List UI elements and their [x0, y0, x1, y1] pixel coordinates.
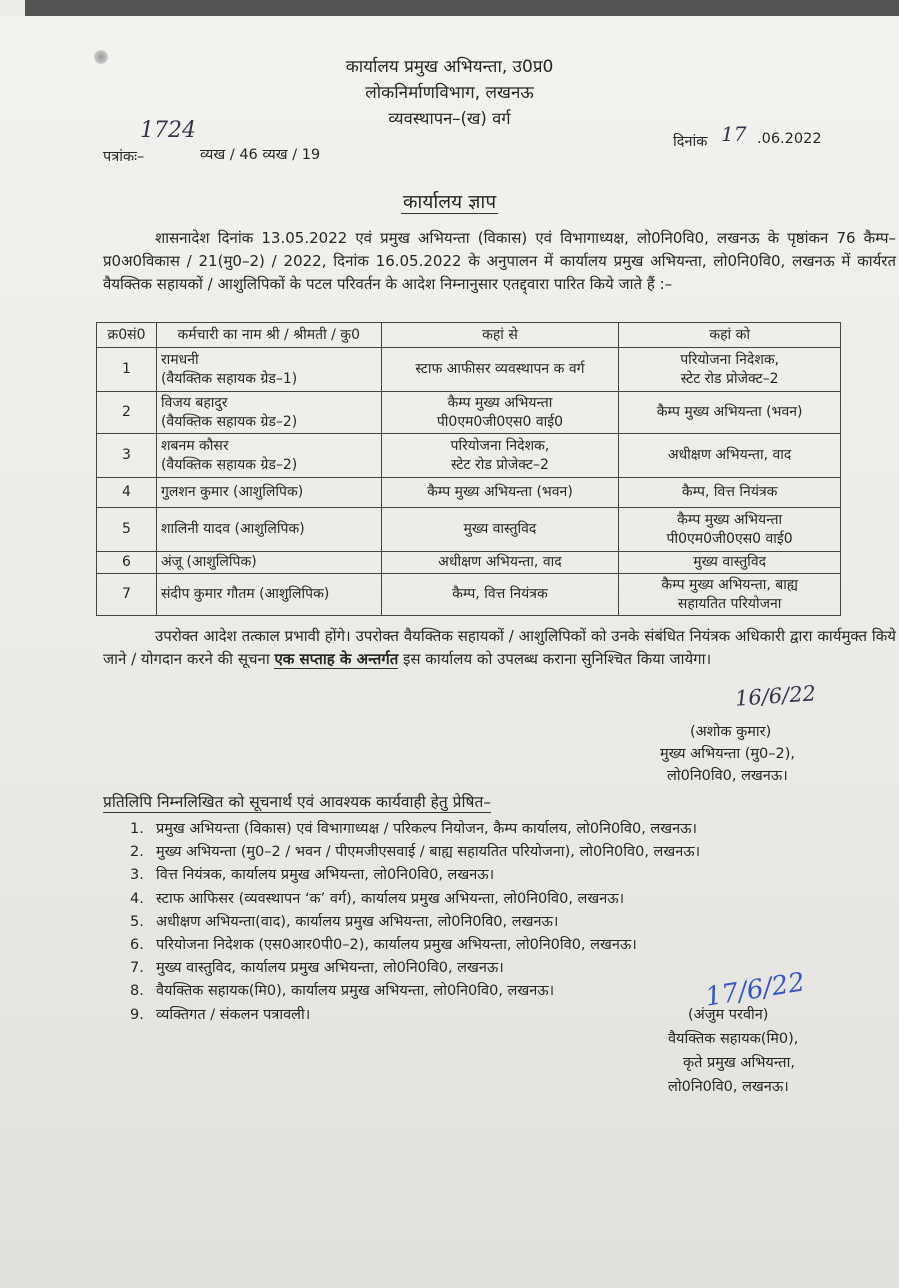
list-item-text: मुख्य अभियन्ता (मु0–2 / भवन / पीएमजीएसवाई / बाह्य सहायतित परियोजना), लो0नि0वि0, लखनऊ। — [156, 844, 701, 861]
office-name: कार्यालय प्रमुख अभियन्ता, उ0प्र0 — [345, 57, 554, 77]
list-item-number: 8. — [130, 983, 144, 1000]
table-row — [97, 552, 841, 574]
signatory-2-office: लो0नि0वि0, लखनऊ। — [668, 1079, 789, 1095]
list-item-text: व्यक्तिगत / संकलन पत्रावली। — [156, 1006, 311, 1023]
row-to — [619, 508, 841, 552]
to-line: मुख्य वास्तुविद — [693, 554, 767, 570]
row-from — [381, 552, 619, 574]
table-header-row — [97, 323, 841, 348]
table-row — [97, 574, 841, 616]
row-from — [381, 508, 619, 552]
employee-name: अंजू (आशुलिपिक) — [160, 554, 257, 570]
order-text-2: इस कार्यालय को उपलब्ध कराना सुनिश्चित किया जायेगा। — [398, 650, 712, 668]
scan-edge — [25, 0, 899, 16]
employee-name: रामधनी — [160, 351, 199, 368]
date-printed: .06.2022 — [757, 131, 822, 147]
from-line: स्टेट रोड प्रोजेक्ट–2 — [450, 456, 549, 473]
employee-name: विजय बहादुर — [160, 394, 228, 411]
from-line: कैम्प मुख्य अभियन्ता (भवन) — [427, 484, 573, 500]
copy-heading: प्रतिलिपि निम्नलिखित को सूचनार्थ एवं आवश्यक कार्यवाही हेतु प्रेषित– — [103, 790, 491, 813]
signatory-2-name: (अंजुम परवीन) — [688, 1007, 769, 1023]
from-line: अधीक्षण अभियन्ता, वाद — [438, 554, 562, 570]
ref-number-handwritten: 1724 — [140, 118, 196, 143]
list-item-number: 1. — [130, 821, 144, 837]
row-to — [619, 574, 841, 616]
row-sn: 1 — [97, 348, 157, 392]
ref-suffix: व्यख / 46 व्यख / 19 — [200, 147, 321, 163]
signatory-2-designation: वैयक्तिक सहायक(मि0), — [668, 1031, 799, 1047]
department-name: लोकनिर्माणविभाग, लखनऊ — [365, 83, 534, 103]
row-sn: 4 — [97, 478, 157, 508]
to-line: स्टेट रोड प्रोजेक्ट–2 — [680, 370, 779, 387]
from-line: पी0एम0जी0एस0 वाई0 — [436, 413, 564, 430]
row-from — [381, 392, 619, 434]
list-item-text: प्रमुख अभियन्ता (विकास) एवं विभागाध्यक्ष / परिकल्प नियोजन, कैम्प कार्यालय, लो0नि0वि0, लखनऊ। — [156, 821, 698, 837]
list-item-text: परियोजना निदेशक (एस0आर0पी0–2), कार्यालय प्रमुख अभियन्ता, लो0नि0वि0, लखनऊ। — [156, 937, 637, 954]
table-row — [97, 478, 841, 508]
date-handwritten: 17 — [721, 122, 747, 146]
to-line: परियोजना निदेशक, — [680, 351, 780, 368]
order-paragraph — [103, 625, 896, 671]
list-item-text: वैयक्तिक सहायक(मि0), कार्यालय प्रमुख अभियन्ता, लो0नि0वि0, लखनऊ। — [156, 983, 555, 1000]
row-to — [619, 478, 841, 508]
row-from — [381, 478, 619, 508]
employee-name: शबनम कौसर — [160, 437, 229, 454]
employee-post: (वैयक्तिक सहायक ग्रेड–2) — [160, 413, 298, 430]
to-line: सहायतित परियोजना — [677, 595, 782, 612]
employee-name: शालिनी यादव (आशुलिपिक) — [160, 521, 305, 537]
row-sn: 5 — [97, 508, 157, 552]
col-to: कहां को — [619, 323, 841, 348]
order-text-1: उपरोक्त आदेश तत्काल प्रभावी होंगे। उपरोक्त वैयक्तिक सहायकों / आशुलिपिकों को उनके संबंधित नियंत्रक अधिकारी द्वारा कार्यमुक्त किये जाने / योगदान करने की सूचना — [103, 627, 896, 668]
signatory-1-office: लो0नि0वि0, लखनऊ। — [667, 768, 788, 784]
row-employee — [156, 348, 381, 392]
row-employee — [156, 434, 381, 478]
employee-name: संदीप कुमार गौतम (आशुलिपिक) — [160, 586, 330, 602]
list-item-text: अधीक्षण अभियन्ता(वाद), कार्यालय प्रमुख अभियन्ता, लो0नि0वि0, लखनऊ। — [156, 913, 559, 930]
signatory-1-designation: मुख्य अभियन्ता (मु0–2), — [660, 746, 795, 762]
list-item — [130, 1004, 700, 1027]
list-item-number: 5. — [130, 913, 144, 930]
list-item — [130, 864, 700, 887]
list-item — [130, 934, 700, 957]
table-row — [97, 508, 841, 552]
list-item-number: 3. — [130, 867, 144, 884]
employee-post: (वैयक्तिक सहायक ग्रेड–2) — [160, 456, 298, 473]
date-label: दिनांक — [673, 134, 708, 150]
list-item-text: वित्त नियंत्रक, कार्यालय प्रमुख अभियन्ता, लो0नि0वि0, लखनऊ। — [156, 867, 495, 884]
row-sn: 3 — [97, 434, 157, 478]
row-from — [381, 434, 619, 478]
list-item-number: 9. — [130, 1006, 144, 1023]
copy-list — [130, 818, 700, 1027]
transfer-table — [96, 322, 841, 616]
row-sn: 7 — [97, 574, 157, 616]
row-to — [619, 348, 841, 392]
document-title — [0, 188, 899, 214]
to-line: कैम्प, वित्त नियंत्रक — [681, 484, 778, 500]
row-employee — [156, 392, 381, 434]
table-body — [97, 348, 841, 616]
col-sn: क्र0सं0 — [97, 323, 157, 348]
signature-2-handwritten: 17/6/22 — [703, 967, 807, 1013]
row-employee — [156, 478, 381, 508]
row-to — [619, 552, 841, 574]
from-line: कैम्प मुख्य अभियन्ता — [447, 394, 553, 411]
list-item — [130, 980, 700, 1003]
employee-post: (वैयक्तिक सहायक ग्रेड–1) — [160, 370, 298, 387]
order-emphasis: एक सप्ताह के अन्तर्गत — [274, 650, 399, 668]
intro-paragraph: शासनादेश दिनांक 13.05.2022 एवं प्रमुख अभियन्ता (विकास) एवं विभागाध्यक्ष, लो0नि0वि0, लखनऊ के पृष्ठांकन 76 कैम्प–प्र0अ0विकास / 21(मु0–2) / 2022, दिनांक 16.05.2022 के अनुपालन में कार्यालय प्रमुख अभियन्ता, लो0नि0वि0, लखनऊ में कार्यरत वैयक्तिक सहायकों / आशुलिपिकों के पटल परिवर्तन के आदेश निम्नानुसार एतद्द्वारा पारित किये जाते हैं :– — [103, 229, 896, 293]
signature-1-handwritten: 16/6/22 — [734, 681, 817, 711]
list-item — [130, 841, 700, 864]
row-employee — [156, 508, 381, 552]
row-to — [619, 392, 841, 434]
row-employee — [156, 574, 381, 616]
from-line: परियोजना निदेशक, — [450, 437, 550, 454]
to-line: कैम्प मुख्य अभियन्ता — [677, 511, 783, 528]
from-line: मुख्य वास्तुविद — [463, 521, 537, 537]
list-item — [130, 911, 700, 934]
list-item-number: 4. — [130, 890, 144, 907]
from-line: स्टाफ आफीसर व्यवस्थापन क वर्ग — [415, 361, 585, 377]
list-item-number: 6. — [130, 937, 144, 954]
to-line: कैम्प मुख्य अभियन्ता, बाह्य — [661, 576, 798, 593]
to-line: पी0एम0जी0एस0 वाई0 — [666, 530, 793, 547]
col-name: कर्मचारी का नाम श्री / श्रीमती / कु0 — [156, 323, 381, 348]
row-sn: 6 — [97, 552, 157, 574]
to-line: कैम्प मुख्य अभियन्ता (भवन) — [656, 404, 803, 420]
row-employee — [156, 552, 381, 574]
signatory-2-for: कृते प्रमुख अभियन्ता, — [683, 1055, 795, 1071]
employee-name: गुलशन कुमार (आशुलिपिक) — [160, 484, 304, 500]
ref-label: पत्रांकः– — [103, 149, 145, 165]
row-sn: 2 — [97, 392, 157, 434]
table-row — [97, 434, 841, 478]
list-item — [130, 888, 700, 911]
list-item-number: 7. — [130, 960, 144, 977]
section-name: व्यवस्थापन–(ख) वर्ग — [388, 109, 511, 128]
table-row — [97, 348, 841, 392]
signatory-1-name: (अशोक कुमार) — [690, 724, 772, 740]
document-title-text: कार्यालय ज्ञाप — [402, 191, 497, 213]
row-from — [381, 348, 619, 392]
list-item-text: स्टाफ आफिसर (व्यवस्थापन ‘क’ वर्ग), कार्यालय प्रमुख अभियन्ता, लो0नि0वि0, लखनऊ। — [156, 890, 625, 907]
from-line: कैम्प, वित्त नियंत्रक — [452, 586, 548, 602]
list-item-text: मुख्य वास्तुविद, कार्यालय प्रमुख अभियन्ता, लो0नि0वि0, लखनऊ। — [156, 960, 504, 977]
list-item-number: 2. — [130, 844, 144, 861]
list-item — [130, 818, 700, 841]
row-from — [381, 574, 619, 616]
to-line: अधीक्षण अभियन्ता, वाद — [667, 447, 792, 463]
col-from: कहां से — [381, 323, 619, 348]
row-to — [619, 434, 841, 478]
table-row — [97, 392, 841, 434]
list-item — [130, 957, 700, 980]
